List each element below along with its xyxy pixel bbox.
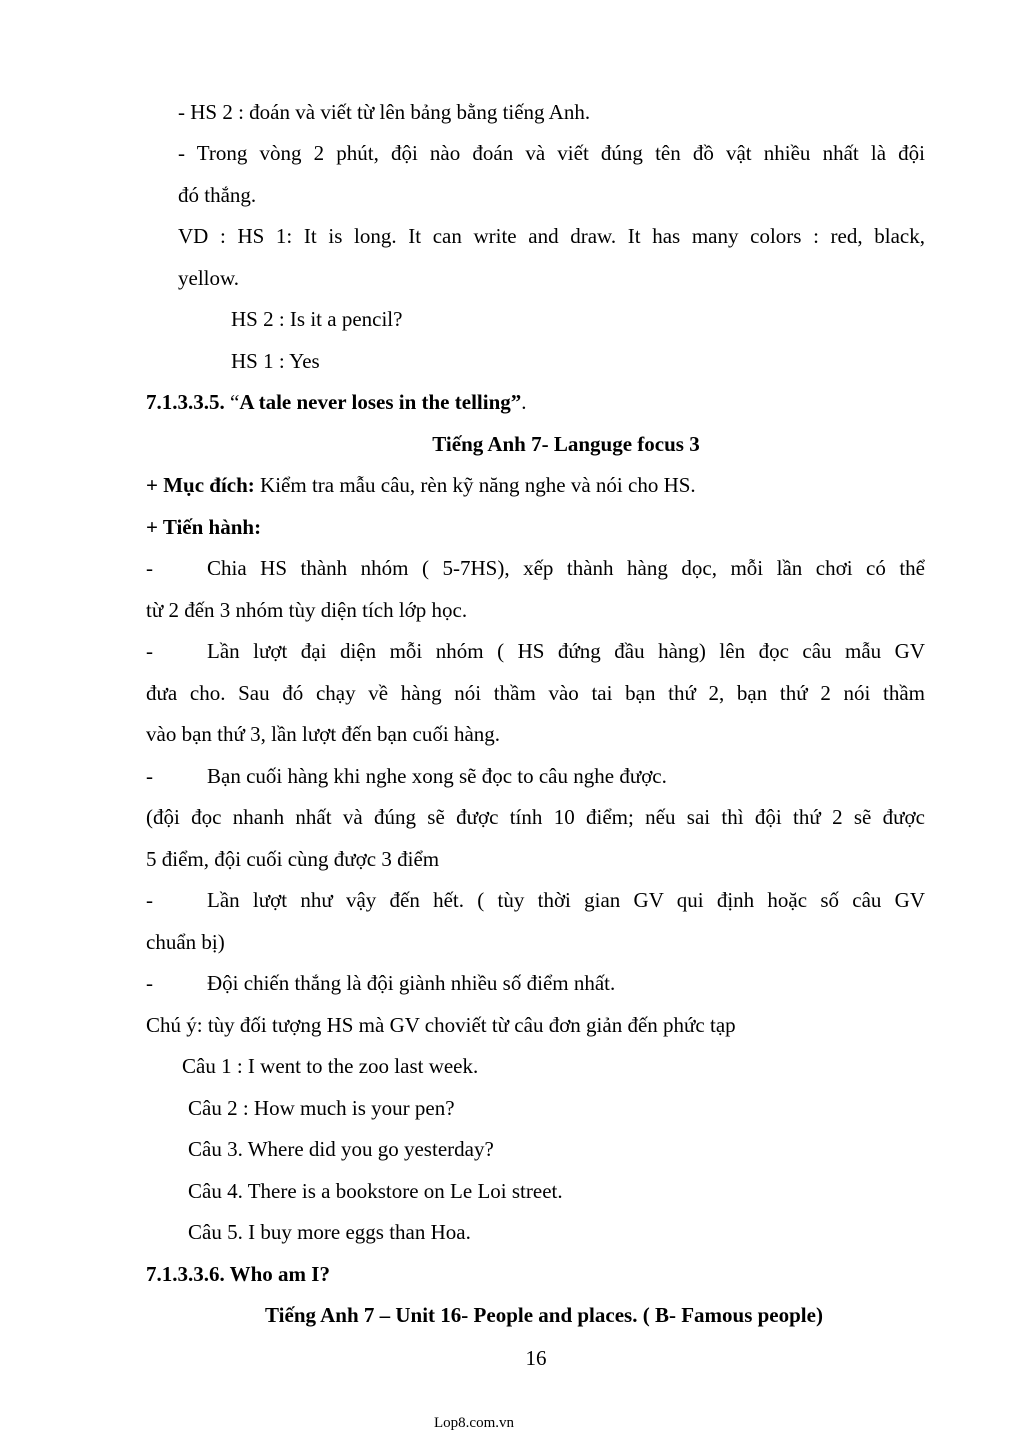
list-dash: -	[146, 556, 153, 580]
example-sentence: Câu 2 : How much is your pen?	[188, 1096, 455, 1120]
list-dash: -	[146, 764, 153, 788]
section-number: 7.1.3.3.5.	[146, 390, 225, 414]
text-line: Bạn cuối hàng khi nghe xong sẽ đọc to câu nghe được.	[207, 764, 667, 788]
purpose-text: Kiểm tra mẫu câu, rèn kỹ năng nghe và nói cho HS.	[254, 473, 696, 497]
example-sentence: Câu 1 : I went to the zoo last week.	[182, 1054, 479, 1078]
text-line: HS 1 : Yes	[231, 349, 320, 373]
example-sentence: Câu 5. I buy more eggs than Hoa.	[188, 1220, 471, 1244]
text-line: (đội đọc nhanh nhất và đúng sẽ được tính 10 điểm; nếu sai thì đội thứ 2 sẽ được	[146, 805, 925, 829]
text-line: đưa cho. Sau đó chạy về hàng nói thầm vào tai bạn thứ 2, bạn thứ 2 nói thầm	[146, 681, 925, 705]
text-line: từ 2 đến 3 nhóm tùy diện tích lớp học.	[146, 598, 468, 622]
purpose-label: + Mục đích:	[146, 473, 255, 497]
section-title: A tale never loses in the telling”	[239, 390, 522, 414]
note-line: Chú ý: tùy đối tượng HS mà GV choviết từ câu đơn giản đến phức tạp	[146, 1013, 736, 1037]
text-line: đó thắng.	[178, 183, 257, 207]
list-dash: -	[146, 639, 153, 663]
footer-site-text: Lop8.com.vn	[434, 1415, 514, 1431]
text-line: Chia HS thành nhóm ( 5-7HS), xếp thành hàng dọc, mỗi lần chơi có thể	[207, 556, 925, 580]
centered-subheading: Tiếng Anh 7 – Unit 16- People and places. ( B- Famous people)	[265, 1303, 823, 1327]
text-line: Lần lượt đại diện mỗi nhóm ( HS đứng đầu hàng) lên đọc câu mẫu GV	[207, 639, 925, 663]
page-number: 16	[525, 1346, 547, 1370]
section-heading: 7.1.3.3.6. Who am I?	[146, 1262, 330, 1286]
centered-subheading: Tiếng Anh 7- Languge focus 3	[432, 432, 700, 456]
text-line: yellow.	[178, 266, 240, 290]
period: .	[521, 390, 527, 414]
example-sentence: Câu 4. There is a bookstore on Le Loi street.	[188, 1179, 563, 1203]
text-line: VD : HS 1: It is long. It can write and draw. It has many colors : red, black,	[178, 224, 925, 248]
text-line: vào bạn thứ 3, lần lượt đến bạn cuối hàng.	[146, 722, 501, 746]
quote-open: “	[224, 390, 240, 414]
text-line: chuẩn bị)	[146, 930, 225, 954]
text-line: HS 2 : Is it a pencil?	[231, 307, 403, 331]
list-dash: -	[146, 971, 153, 995]
text-line: 5 điểm, đội cuối cùng được 3 điểm	[146, 847, 440, 871]
procedure-label: + Tiến hành:	[146, 515, 262, 539]
text-line: - Trong vòng 2 phút, đội nào đoán và viết đúng tên đồ vật nhiều nhất là đội	[178, 141, 925, 165]
text-line: - HS 2 : đoán và viết từ lên bảng bằng tiếng Anh.	[178, 100, 591, 124]
list-dash: -	[146, 888, 153, 912]
text-line: Lần lượt như vậy đến hết. ( tùy thời gian GV qui định hoặc số câu GV	[207, 888, 925, 912]
section-heading	[146, 390, 527, 414]
example-sentence: Câu 3. Where did you go yesterday?	[188, 1137, 494, 1161]
text-line: Đội chiến thắng là đội giành nhiều số điểm nhất.	[207, 971, 616, 995]
purpose-line	[146, 473, 696, 497]
